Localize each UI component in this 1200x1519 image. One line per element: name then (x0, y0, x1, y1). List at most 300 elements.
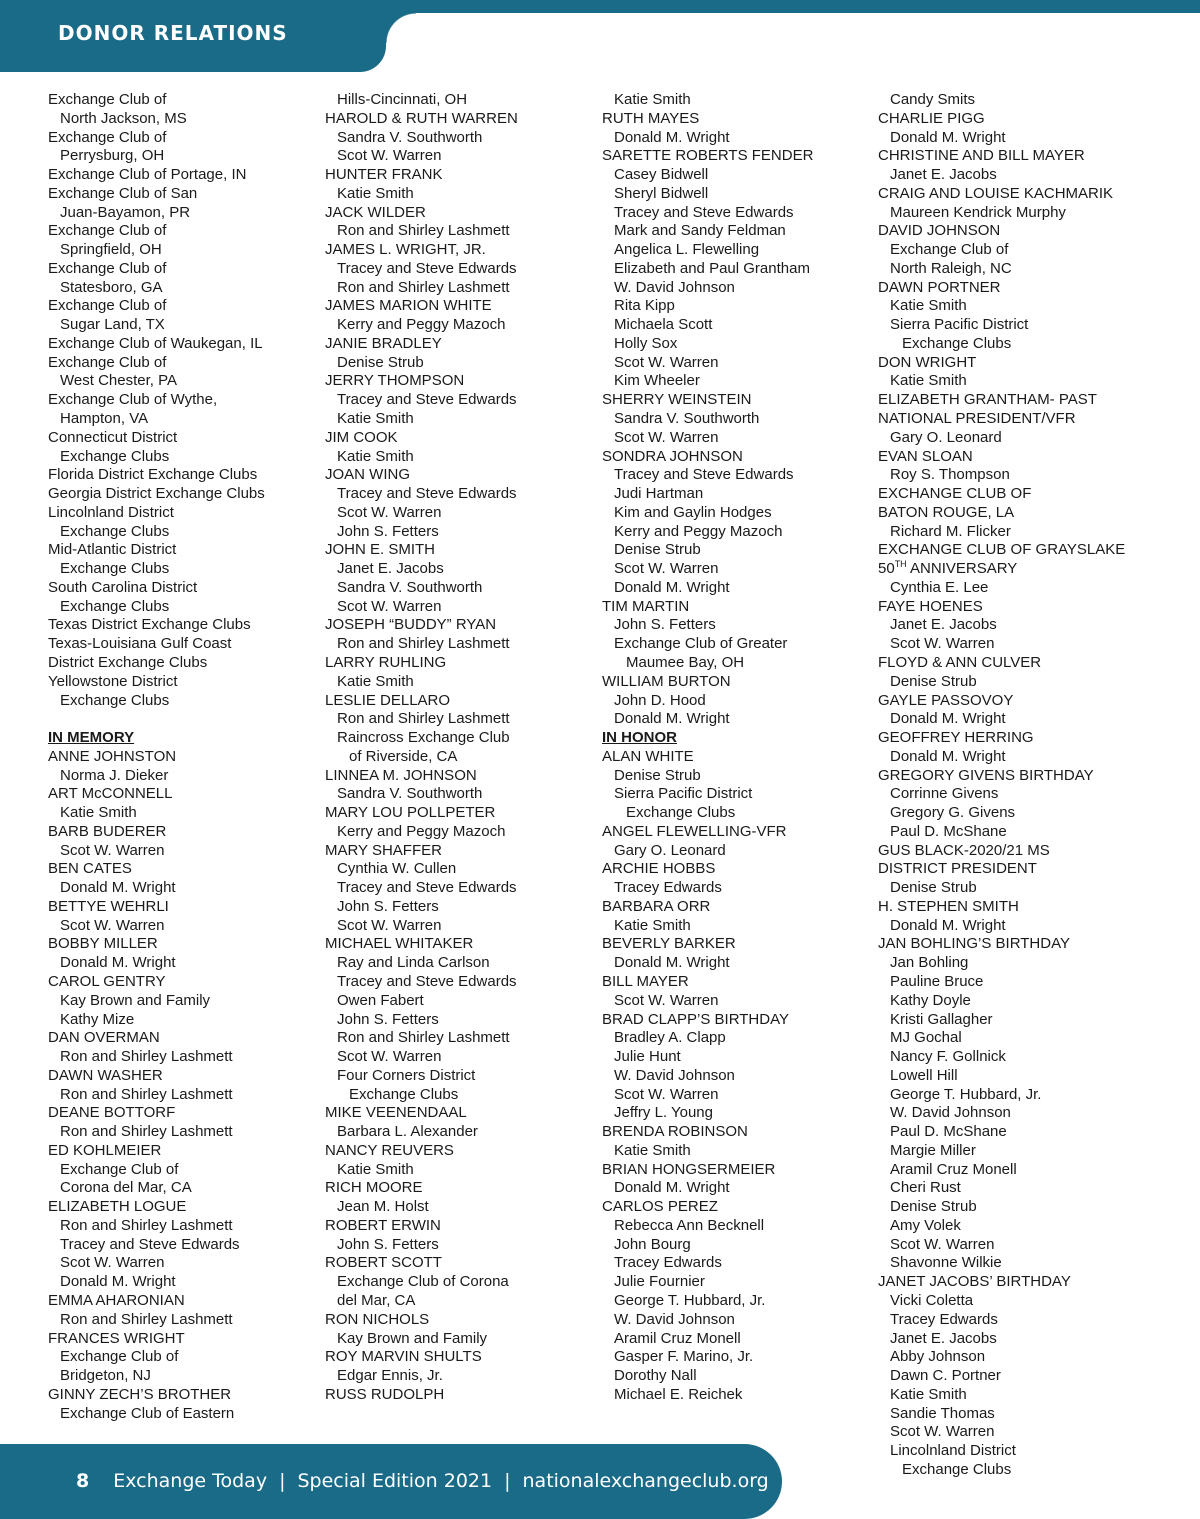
honoree-name: ART McCONNELL (48, 785, 173, 803)
publication-name: Exchange Today (113, 1470, 268, 1492)
donor-name-continued: Exchange Clubs (902, 334, 1012, 352)
donor-name: Aramil Cruz Monell (614, 1329, 741, 1347)
donor-name: Donald M. Wright (614, 128, 730, 146)
donor-name: Exchange Club of Corona (337, 1273, 509, 1291)
donor-name: Sandie Thomas (890, 1404, 995, 1422)
donor-name: Scot W. Warren (890, 1235, 995, 1253)
honoree-name: DEANE BOTTORF (48, 1104, 176, 1122)
donor-name: Kristi Gallagher (890, 1010, 993, 1028)
donor-name: Scot W. Warren (614, 428, 719, 446)
honoree-name: WILLIAM BURTON (602, 672, 731, 690)
honoree-name: ELIZABETH LOGUE (48, 1198, 187, 1216)
honoree-name: EXCHANGE CLUB OF (878, 485, 1032, 503)
donor-name: Michael E. Reichek (614, 1385, 743, 1403)
donor-name: Donald M. Wright (614, 954, 730, 972)
honoree-name: Georgia District Exchange Clubs (48, 485, 265, 503)
honoree-name: Exchange Club of (48, 259, 167, 277)
donor-name: Sierra Pacific District (614, 785, 753, 803)
donor-name: Katie Smith (614, 91, 691, 108)
honoree-name: BARB BUDERER (48, 822, 167, 840)
donor-name-continued: Maumee Bay, OH (626, 653, 745, 671)
honoree-name: BRAD CLAPP’S BIRTHDAY (602, 1010, 789, 1028)
donor-name: Norma J. Dieker (60, 766, 169, 784)
honoree-name: Exchange Club of Portage, IN (48, 166, 247, 184)
donor-name: Denise Strub (890, 672, 977, 690)
honoree-name: GINNY ZECH’S BROTHER (48, 1385, 232, 1403)
donor-name: Rebecca Ann Becknell (614, 1216, 765, 1234)
donor-name: Scot W. Warren (614, 353, 719, 371)
donor-name: Tracey Edwards (614, 879, 722, 897)
donor-name-continued: of Riverside, CA (349, 747, 458, 765)
honoree-name: GREGORY GIVENS BIRTHDAY (878, 766, 1094, 784)
website-link[interactable]: nationalexchangeclub.org (522, 1470, 769, 1492)
donor-name: Kerry and Peggy Mazoch (614, 522, 783, 540)
honoree-name: DISTRICT PRESIDENT (878, 860, 1037, 878)
honoree-name: JOAN WING (325, 466, 410, 484)
donor-name: John S. Fetters (337, 1235, 439, 1253)
donor-name: Exchange Club of (890, 241, 1009, 259)
donor-name: Katie Smith (337, 1160, 414, 1178)
donor-name: North Raleigh, NC (890, 259, 1012, 277)
honoree-name: ED KOHLMEIER (48, 1141, 162, 1159)
donor-name: Exchange Clubs (60, 691, 170, 709)
donor-name: Katie Smith (60, 804, 137, 822)
donor-name: Ron and Shirley Lashmett (60, 1048, 233, 1066)
honoree-name: GAYLE PASSOVOY (878, 691, 1014, 709)
donor-name: Paul D. McShane (890, 822, 1007, 840)
donor-name: Sandra V. Southworth (337, 128, 483, 146)
donor-name: Katie Smith (890, 1385, 967, 1403)
donor-name: Katie Smith (337, 184, 414, 202)
donor-name: Bradley A. Clapp (614, 1029, 726, 1047)
donor-name: Gasper F. Marino, Jr. (614, 1348, 754, 1366)
donor-name: Hills-Cincinnati, OH (337, 91, 468, 108)
honoree-name: LARRY RUHLING (325, 653, 447, 671)
spacer (48, 710, 318, 729)
donor-name: Ron and Shirley Lashmett (337, 278, 510, 296)
donor-name: John D. Hood (614, 691, 706, 709)
donor-name: John S. Fetters (614, 616, 716, 634)
donor-name: Springfield, OH (60, 241, 162, 259)
page-number: 8 (76, 1470, 90, 1492)
honoree-name: JAMES MARION WHITE (325, 297, 492, 315)
honoree-name: JERRY THOMPSON (325, 372, 465, 390)
donor-name: Elizabeth and Paul Grantham (614, 259, 810, 277)
donor-name: Scot W. Warren (890, 635, 995, 653)
honoree-name: CHRISTINE AND BILL MAYER (878, 147, 1085, 165)
donor-name: Tracey and Steve Edwards (337, 391, 517, 409)
honoree-name: H. STEPHEN SMITH (878, 897, 1019, 915)
donor-name: Ray and Linda Carlson (337, 954, 490, 972)
donor-name: Exchange Clubs (60, 560, 170, 578)
donor-name: Scot W. Warren (60, 841, 165, 859)
footer-separator: | (504, 1470, 511, 1492)
donor-name: Katie Smith (890, 297, 967, 315)
donor-name: Cynthia W. Cullen (337, 860, 457, 878)
donor-name: Ron and Shirley Lashmett (60, 1216, 233, 1234)
honoree-name: ARCHIE HOBBS (602, 860, 716, 878)
honoree-name: Exchange Club of Waukegan, IL (48, 334, 263, 352)
donor-name: Janet E. Jacobs (890, 166, 997, 184)
donor-name: Statesboro, GA (60, 278, 163, 296)
donor-name: Katie Smith (337, 447, 414, 465)
donor-name: Cynthia E. Lee (890, 578, 989, 596)
donor-name: Margie Miller (890, 1141, 976, 1159)
ordinal-text: ANNIVERSARY (906, 560, 1018, 578)
honoree-name: ROBERT SCOTT (325, 1254, 442, 1272)
donor-name: del Mar, CA (337, 1292, 416, 1309)
donor-name: John S. Fetters (337, 897, 439, 915)
donor-name: Cheri Rust (890, 1179, 961, 1197)
honoree-name: RUSS RUDOLPH (325, 1385, 445, 1403)
honoree-name: EVAN SLOAN (878, 447, 973, 465)
donor-name: Tracey and Steve Edwards (337, 485, 517, 503)
honoree-name: GEOFFREY HERRING (878, 729, 1034, 747)
donor-name: Exchange Club of Eastern (60, 1404, 235, 1422)
honoree-name: JOHN E. SMITH (325, 541, 436, 559)
donor-name: Barbara L. Alexander (337, 1123, 478, 1141)
ordinal-number: 50 (878, 560, 895, 578)
donor-name: Sugar Land, TX (60, 316, 165, 334)
donor-name: Kim and Gaylin Hodges (614, 503, 772, 521)
donor-name: Donald M. Wright (60, 879, 176, 897)
honoree-name: SONDRA JOHNSON (602, 447, 743, 465)
donor-name: Katie Smith (337, 410, 414, 428)
donor-name: Sierra Pacific District (890, 316, 1029, 334)
donor-name: Raincross Exchange Club (337, 729, 510, 747)
honoree-name: NATIONAL PRESIDENT/VFR (878, 410, 1076, 428)
donor-name: Scot W. Warren (60, 1254, 165, 1272)
honoree-name: RUTH MAYES (602, 109, 700, 127)
honoree-name: DAWN PORTNER (878, 278, 1001, 296)
donor-name: Perrysburg, OH (60, 147, 165, 165)
donor-name: Donald M. Wright (60, 1273, 176, 1291)
donor-name: Michaela Scott (614, 316, 713, 334)
donor-name: Kerry and Peggy Mazoch (337, 822, 506, 840)
honoree-name: BEVERLY BARKER (602, 935, 736, 953)
donor-name: Holly Sox (614, 334, 678, 352)
donor-name: W. David Johnson (614, 278, 735, 296)
honoree-name: HAROLD & RUTH WARREN (325, 109, 518, 127)
honoree-name: Exchange Club of (48, 297, 167, 315)
donor-name: Denise Strub (890, 1198, 977, 1216)
donor-name: Denise Strub (890, 879, 977, 897)
honoree-name: Exchange Club of San (48, 184, 198, 202)
honoree-name: JANIE BRADLEY (325, 334, 442, 352)
donor-name: Tracey and Steve Edwards (60, 1235, 240, 1253)
donor-name: W. David Johnson (614, 1310, 735, 1328)
donor-name: Gary O. Leonard (614, 841, 726, 859)
donor-name: Julie Fournier (614, 1273, 705, 1291)
donor-name: Ron and Shirley Lashmett (337, 222, 510, 240)
donor-name: Bridgeton, NJ (60, 1367, 151, 1385)
honoree-name: JIM COOK (325, 428, 398, 446)
donor-column-3 (602, 91, 872, 1405)
donor-name: Dorothy Nall (614, 1367, 697, 1385)
donor-name: Jan Bohling (890, 954, 969, 972)
donor-name: Ron and Shirley Lashmett (337, 1029, 510, 1047)
donor-name: Shavonne Wilkie (890, 1254, 1002, 1272)
honoree-name: EXCHANGE CLUB OF GRAYSLAKE (878, 541, 1126, 559)
honoree-name: FLOYD & ANN CULVER (878, 653, 1042, 671)
donor-name: Hampton, VA (60, 410, 149, 428)
donor-name-continued: Exchange Clubs (902, 1460, 1012, 1478)
donor-name: Ron and Shirley Lashmett (60, 1123, 233, 1141)
honoree-name: Yellowstone District (48, 672, 178, 690)
honoree-name: Exchange Club of (48, 91, 167, 108)
donor-name: Ron and Shirley Lashmett (337, 710, 510, 728)
donor-name: Scot W. Warren (337, 916, 442, 934)
donor-name: George T. Hubbard, Jr. (890, 1085, 1042, 1103)
donor-name: Exchange Clubs (60, 522, 170, 540)
donor-name: Vicki Coletta (890, 1292, 974, 1309)
donor-name: Kay Brown and Family (60, 991, 211, 1009)
honoree-name: JAMES L. WRIGHT, JR. (325, 241, 486, 259)
donor-name: Kay Brown and Family (337, 1329, 488, 1347)
edition-name: Special Edition 2021 (297, 1470, 493, 1492)
honoree-name: Lincolnland District (48, 503, 174, 521)
donor-name: Pauline Bruce (890, 972, 984, 990)
honoree-name: Exchange Club of (48, 353, 167, 371)
honoree-name: Exchange Club of (48, 128, 167, 146)
donor-name-continued: Exchange Clubs (626, 804, 736, 822)
donor-name: Corona del Mar, CA (60, 1179, 192, 1197)
donor-name: Richard M. Flicker (890, 522, 1011, 540)
donor-name: Exchange Clubs (60, 597, 170, 615)
donor-name: Julie Hunt (614, 1048, 681, 1066)
donor-name: Scot W. Warren (337, 1048, 442, 1066)
donor-name: Donald M. Wright (614, 1179, 730, 1197)
honoree-name: RON NICHOLS (325, 1310, 430, 1328)
honoree-name: CHARLIE PIGG (878, 109, 985, 127)
donor-name-continued: Exchange Clubs (349, 1085, 459, 1103)
donor-column-2 (325, 91, 595, 1405)
donor-name: Katie Smith (614, 916, 691, 934)
honoree-name: ROY MARVIN SHULTS (325, 1348, 482, 1366)
donor-name: Denise Strub (614, 541, 701, 559)
donor-column-4 (878, 91, 1148, 1480)
donor-name: Scot W. Warren (337, 147, 442, 165)
donor-name: Donald M. Wright (890, 710, 1006, 728)
donor-name: Exchange Club of (60, 1348, 179, 1366)
honoree-name: Florida District Exchange Clubs (48, 466, 258, 484)
honoree-name: MARY LOU POLLPETER (325, 804, 496, 822)
donor-name: Abby Johnson (890, 1348, 986, 1366)
donor-name: Jeffry L. Young (614, 1104, 713, 1122)
donor-name: Sandra V. Southworth (337, 578, 483, 596)
donor-name: Kerry and Peggy Mazoch (337, 316, 506, 334)
donor-name: Paul D. McShane (890, 1123, 1007, 1141)
donor-name: Candy Smits (890, 91, 976, 108)
honoree-name: ANGEL FLEWELLING-VFR (602, 822, 787, 840)
honoree-name: ALAN WHITE (602, 747, 694, 765)
donor-name: George T. Hubbard, Jr. (614, 1292, 766, 1309)
donor-name: Tracey and Steve Edwards (337, 259, 517, 277)
donor-name: Donald M. Wright (890, 747, 1006, 765)
donor-name: Scot W. Warren (337, 597, 442, 615)
donor-name: Exchange Clubs (60, 447, 170, 465)
donor-name: Jean M. Holst (337, 1198, 429, 1216)
donor-name: Denise Strub (337, 353, 424, 371)
donor-name: Donald M. Wright (890, 128, 1006, 146)
honoree-name: CAROL GENTRY (48, 972, 166, 990)
donor-name: Mark and Sandy Feldman (614, 222, 786, 240)
donor-name: Gary O. Leonard (890, 428, 1002, 446)
honoree-name: Texas-Louisiana Gulf Coast (48, 635, 232, 653)
donor-name: MJ Gochal (890, 1029, 962, 1047)
honoree-name: JOSEPH “BUDDY” RYAN (325, 616, 497, 634)
donor-name: Sandra V. Southworth (614, 410, 760, 428)
honoree-name: BATON ROUGE, LA (878, 503, 1015, 521)
donor-name: Exchange Club of Greater (614, 635, 788, 653)
donor-name: Ron and Shirley Lashmett (337, 635, 510, 653)
donor-name: Donald M. Wright (614, 710, 730, 728)
donor-name: Dawn C. Portner (890, 1367, 1001, 1385)
donor-name: Kathy Mize (60, 1010, 135, 1028)
donor-name: Tracey Edwards (614, 1254, 722, 1272)
donor-name: Gregory G. Givens (890, 804, 1016, 822)
honoree-name: South Carolina District (48, 578, 198, 596)
honoree-name: Exchange Club of Wythe, (48, 391, 218, 409)
donor-name: Kim Wheeler (614, 372, 700, 390)
honoree-name: RICH MOORE (325, 1179, 423, 1197)
honoree-name (878, 560, 1148, 579)
donor-name: Owen Fabert (337, 991, 424, 1009)
donor-name: Ron and Shirley Lashmett (60, 1310, 233, 1328)
donor-name: Scot W. Warren (337, 503, 442, 521)
donor-name: Tracey and Steve Edwards (614, 466, 794, 484)
donor-name: Janet E. Jacobs (890, 1329, 997, 1347)
honoree-name: District Exchange Clubs (48, 653, 208, 671)
honoree-name: BEN CATES (48, 860, 132, 878)
donor-name: Amy Volek (890, 1216, 961, 1234)
donor-name: John Bourg (614, 1235, 691, 1253)
honoree-name: ELIZABETH GRANTHAM- PAST (878, 391, 1097, 409)
donor-name: Lincolnland District (890, 1442, 1016, 1460)
honoree-name: BRIAN HONGSERMEIER (602, 1160, 776, 1178)
donor-name: Scot W. Warren (60, 916, 165, 934)
honoree-name: JACK WILDER (325, 203, 426, 221)
honoree-name: JAN BOHLING’S BIRTHDAY (878, 935, 1070, 953)
footer-text (76, 1470, 769, 1492)
section-title: DONOR RELATIONS (58, 21, 288, 45)
honoree-name: HUNTER FRANK (325, 166, 443, 184)
donor-name: Casey Bidwell (614, 166, 709, 184)
donor-name: Scot W. Warren (614, 1085, 719, 1103)
donor-name: Tracey and Steve Edwards (337, 879, 517, 897)
footer-separator: | (279, 1470, 286, 1492)
donor-name: John S. Fetters (337, 522, 439, 540)
honoree-name: GUS BLACK-2020/21 MS (878, 841, 1050, 859)
ordinal-suffix: TH (894, 559, 907, 570)
honoree-name: MARY SHAFFER (325, 841, 442, 859)
donor-name: Janet E. Jacobs (337, 560, 444, 578)
donor-name: Sheryl Bidwell (614, 184, 709, 202)
donor-name: Exchange Club of (60, 1160, 179, 1178)
donor-name: Juan-Bayamon, PR (60, 203, 191, 221)
honoree-name: BILL MAYER (602, 972, 689, 990)
donor-name: Tracey and Steve Edwards (337, 972, 517, 990)
section-heading: IN HONOR (602, 729, 677, 747)
donor-name: Denise Strub (614, 766, 701, 784)
donor-name: Donald M. Wright (890, 916, 1006, 934)
donor-name: Four Corners District (337, 1066, 476, 1084)
honoree-name: Texas District Exchange Clubs (48, 616, 251, 634)
donor-name: Janet E. Jacobs (890, 616, 997, 634)
donor-name: Tracey Edwards (890, 1310, 998, 1328)
honoree-name: LINNEA M. JOHNSON (325, 766, 477, 784)
donor-name: W. David Johnson (890, 1104, 1011, 1122)
honoree-name: DON WRIGHT (878, 353, 977, 371)
donor-name: Edgar Ennis, Jr. (337, 1367, 443, 1385)
honoree-name: MICHAEL WHITAKER (325, 935, 474, 953)
honoree-name: ANNE JOHNSTON (48, 747, 177, 765)
donor-name: Ron and Shirley Lashmett (60, 1085, 233, 1103)
honoree-name: FAYE HOENES (878, 597, 983, 615)
honoree-name: BARBARA ORR (602, 897, 711, 915)
honoree-name: BOBBY MILLER (48, 935, 158, 953)
donor-name: Scot W. Warren (614, 560, 719, 578)
donor-name: Angelica L. Flewelling (614, 241, 760, 259)
honoree-name: EMMA AHARONIAN (48, 1292, 185, 1309)
donor-name: Donald M. Wright (60, 954, 176, 972)
honoree-name: TIM MARTIN (602, 597, 690, 615)
donor-name: W. David Johnson (614, 1066, 735, 1084)
donor-name: Aramil Cruz Monell (890, 1160, 1017, 1178)
donor-name: Katie Smith (337, 672, 414, 690)
donor-name: Sandra V. Southworth (337, 785, 483, 803)
donor-name: North Jackson, MS (60, 109, 187, 127)
honoree-name: Connecticut District (48, 428, 178, 446)
honoree-name: NANCY REUVERS (325, 1141, 454, 1159)
donor-name: Donald M. Wright (614, 578, 730, 596)
donor-name: Kathy Doyle (890, 991, 971, 1009)
donor-name: Nancy F. Gollnick (890, 1048, 1006, 1066)
honoree-name: Exchange Club of (48, 222, 167, 240)
honoree-name: SHERRY WEINSTEIN (602, 391, 752, 409)
honoree-name: FRANCES WRIGHT (48, 1329, 185, 1347)
donor-name: John S. Fetters (337, 1010, 439, 1028)
donor-column-1 (48, 91, 318, 1423)
honoree-name: BETTYE WEHRLI (48, 897, 169, 915)
donor-name: West Chester, PA (60, 372, 177, 390)
donor-name: Roy S. Thompson (890, 466, 1010, 484)
donor-name: Maureen Kendrick Murphy (890, 203, 1066, 221)
donor-name: Corrinne Givens (890, 785, 999, 803)
honoree-name: DAN OVERMAN (48, 1029, 160, 1047)
header-curve (386, 13, 416, 43)
donor-name: Scot W. Warren (614, 991, 719, 1009)
honoree-name: LESLIE DELLARO (325, 691, 451, 709)
donor-name: Judi Hartman (614, 485, 704, 503)
honoree-name: DAWN WASHER (48, 1066, 163, 1084)
honoree-name: JANET JACOBS’ BIRTHDAY (878, 1273, 1071, 1291)
donor-name: Scot W. Warren (890, 1423, 995, 1441)
honoree-name: DAVID JOHNSON (878, 222, 1001, 240)
honoree-name: CARLOS PEREZ (602, 1198, 718, 1216)
donor-name: Tracey and Steve Edwards (614, 203, 794, 221)
donor-name: Rita Kipp (614, 297, 675, 315)
honoree-name: MIKE VEENENDAAL (325, 1104, 467, 1122)
honoree-name: CRAIG AND LOUISE KACHMARIK (878, 184, 1114, 202)
donor-name: Katie Smith (614, 1141, 691, 1159)
section-heading: IN MEMORY (48, 729, 135, 747)
honoree-name: ROBERT ERWIN (325, 1216, 441, 1234)
honoree-name: Mid-Atlantic District (48, 541, 177, 559)
honoree-name: SARETTE ROBERTS FENDER (602, 147, 814, 165)
honoree-name: BRENDA ROBINSON (602, 1123, 748, 1141)
donor-name: Katie Smith (890, 372, 967, 390)
